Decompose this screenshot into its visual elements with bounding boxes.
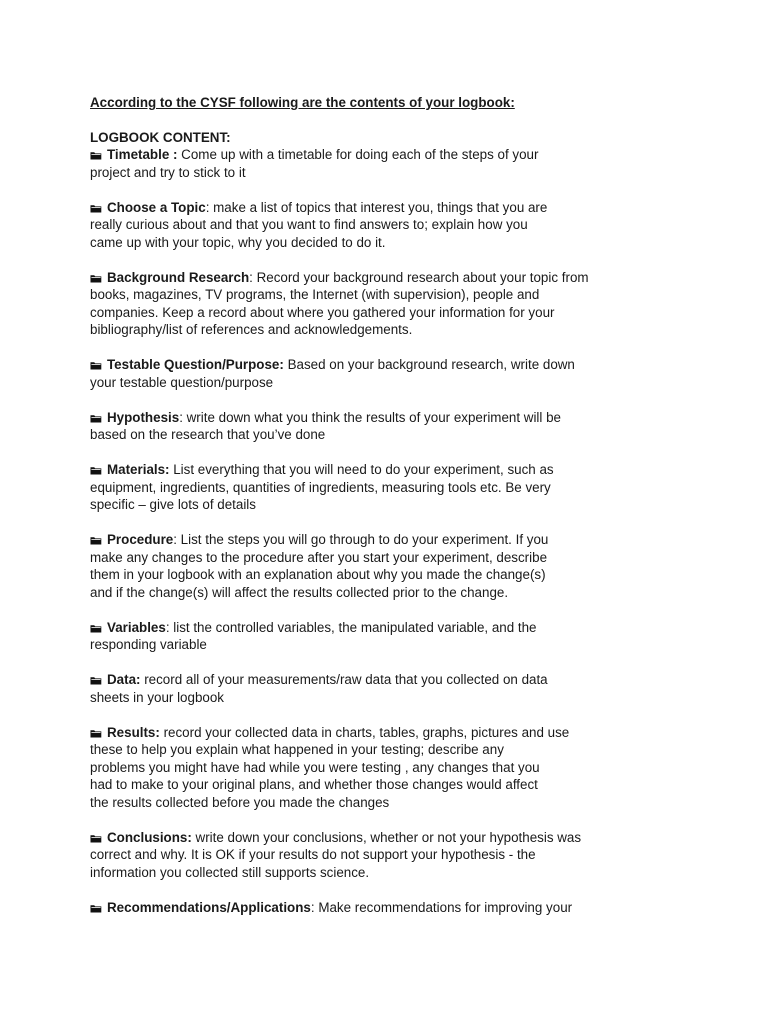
item-text: project and try to stick to it	[90, 164, 246, 180]
item-term: Timetable :	[107, 147, 178, 162]
folder-icon	[90, 274, 102, 282]
item-line	[90, 269, 650, 287]
item-line	[90, 146, 650, 164]
item-line	[90, 461, 650, 479]
item-line	[90, 566, 650, 584]
item-line	[90, 846, 650, 864]
item-text: write down your conclusions, whether or not your hypothesis was	[191, 829, 582, 845]
item-text: equipment, ingredients, quantities of ingredients, measuring tools etc. Be very	[90, 479, 551, 495]
item-line	[90, 531, 650, 549]
item-line	[90, 584, 650, 602]
item-term: Testable Question/Purpose:	[107, 357, 284, 372]
item-text: based on the research that you’ve done	[90, 427, 326, 442]
item-text: Based on your background research, write down	[283, 357, 575, 372]
item-line	[90, 286, 650, 304]
item-line	[90, 479, 650, 497]
item-line	[90, 164, 650, 182]
logbook-item	[90, 409, 650, 444]
logbook-content-list	[90, 146, 650, 916]
item-line	[90, 216, 650, 234]
item-text: these to help you explain what happened in your testing; describe any	[90, 742, 504, 757]
folder-icon	[90, 676, 102, 684]
item-text: : Make recommendations for improving your	[310, 899, 573, 915]
logbook-item	[90, 461, 650, 514]
item-term: Data:	[107, 672, 141, 687]
folder-icon	[90, 466, 102, 474]
item-text: books, magazines, TV programs, the Internet (with supervision), people and	[90, 287, 540, 302]
item-line	[90, 496, 650, 514]
item-text: specific – give lots of details	[90, 497, 256, 512]
item-text: the results collected before you made the changes	[90, 794, 390, 810]
item-text: information you collected still supports science.	[90, 864, 370, 880]
item-line	[90, 671, 650, 689]
item-line	[90, 689, 650, 707]
logbook-item	[90, 829, 650, 882]
logbook-item	[90, 724, 650, 812]
item-line	[90, 776, 650, 794]
item-line	[90, 374, 650, 392]
item-term: Procedure	[107, 532, 174, 547]
item-line	[90, 356, 650, 374]
item-text: came up with your topic, why you decided to do it.	[90, 234, 386, 250]
folder-icon	[90, 624, 102, 632]
logbook-item	[90, 899, 650, 917]
item-term: Background Research	[107, 269, 250, 285]
item-line	[90, 304, 650, 322]
item-text: List everything that you will need to do your experiment, such as	[169, 462, 554, 477]
item-line	[90, 199, 650, 217]
item-line	[90, 321, 650, 339]
item-text: make any changes to the procedure after you start your experiment, describe	[90, 549, 548, 565]
item-line	[90, 899, 650, 917]
item-line	[90, 759, 650, 777]
folder-icon	[90, 204, 102, 212]
item-line	[90, 619, 650, 637]
logbook-item	[90, 531, 650, 601]
folder-icon	[90, 361, 102, 369]
item-term: Recommendations/Applications	[107, 899, 311, 915]
logbook-item	[90, 671, 650, 706]
item-text: them in your logbook with an explanation about why you made the change(s)	[90, 567, 546, 582]
logbook-item	[90, 269, 650, 339]
item-text: : write down what you think the results of your experiment will be	[179, 409, 561, 425]
item-text: correct and why. It is OK if your results do not support your hypothesis - the	[90, 847, 536, 862]
logbook-item	[90, 146, 650, 181]
item-line	[90, 234, 650, 252]
item-text: your testable question/purpose	[90, 374, 274, 390]
item-term: Results:	[107, 724, 160, 740]
item-text: record your collected data in charts, tables, graphs, pictures and use	[159, 724, 570, 740]
folder-icon	[90, 151, 102, 159]
item-line	[90, 724, 650, 742]
item-term: Variables	[107, 619, 166, 635]
logbook-item	[90, 356, 650, 391]
item-text: really curious about and that you want to find answers to; explain how you	[90, 217, 528, 232]
logbook-item	[90, 619, 650, 654]
item-text: and if the change(s) will affect the results collected prior to the change.	[90, 584, 509, 600]
item-text: Come up with a timetable for doing each of the steps of your	[177, 147, 539, 162]
folder-icon	[90, 536, 102, 544]
item-text: : make a list of topics that interest you, things that you are	[205, 199, 548, 215]
item-text: : Record your background research about your topic from	[249, 269, 589, 285]
item-line	[90, 741, 650, 759]
item-line	[90, 794, 650, 812]
item-line	[90, 549, 650, 567]
item-term: Materials:	[107, 462, 170, 477]
item-text: sheets in your logbook	[90, 689, 224, 705]
item-text: record all of your measurements/raw data that you collected on data	[140, 672, 548, 687]
document-page	[90, 94, 650, 934]
item-term: Hypothesis	[107, 409, 180, 425]
folder-icon	[90, 729, 102, 737]
logbook-item	[90, 199, 650, 252]
item-text: bibliography/list of references and acknowledgements.	[90, 322, 413, 337]
item-text: : list the controlled variables, the manipulated variable, and the	[165, 619, 537, 635]
item-text: companies. Keep a record about where you gathered your information for your	[90, 304, 555, 320]
folder-icon	[90, 904, 102, 912]
item-line	[90, 409, 650, 427]
item-line	[90, 636, 650, 654]
item-line	[90, 426, 650, 444]
item-term: Conclusions:	[107, 829, 192, 845]
item-text: : List the steps you will go through to do your experiment. If you	[173, 532, 549, 547]
item-text: had to make to your original plans, and whether those changes would affect	[90, 777, 538, 792]
document-heading: According to the CYSF following are the contents of your logbook:	[90, 95, 515, 110]
item-line	[90, 864, 650, 882]
folder-icon	[90, 834, 102, 842]
folder-icon	[90, 414, 102, 422]
item-line	[90, 829, 650, 847]
section-title: LOGBOOK CONTENT:	[90, 129, 231, 145]
item-text: problems you might have had while you were testing , any changes that you	[90, 759, 540, 775]
item-term: Choose a Topic	[107, 199, 206, 215]
item-text: responding variable	[90, 637, 207, 652]
